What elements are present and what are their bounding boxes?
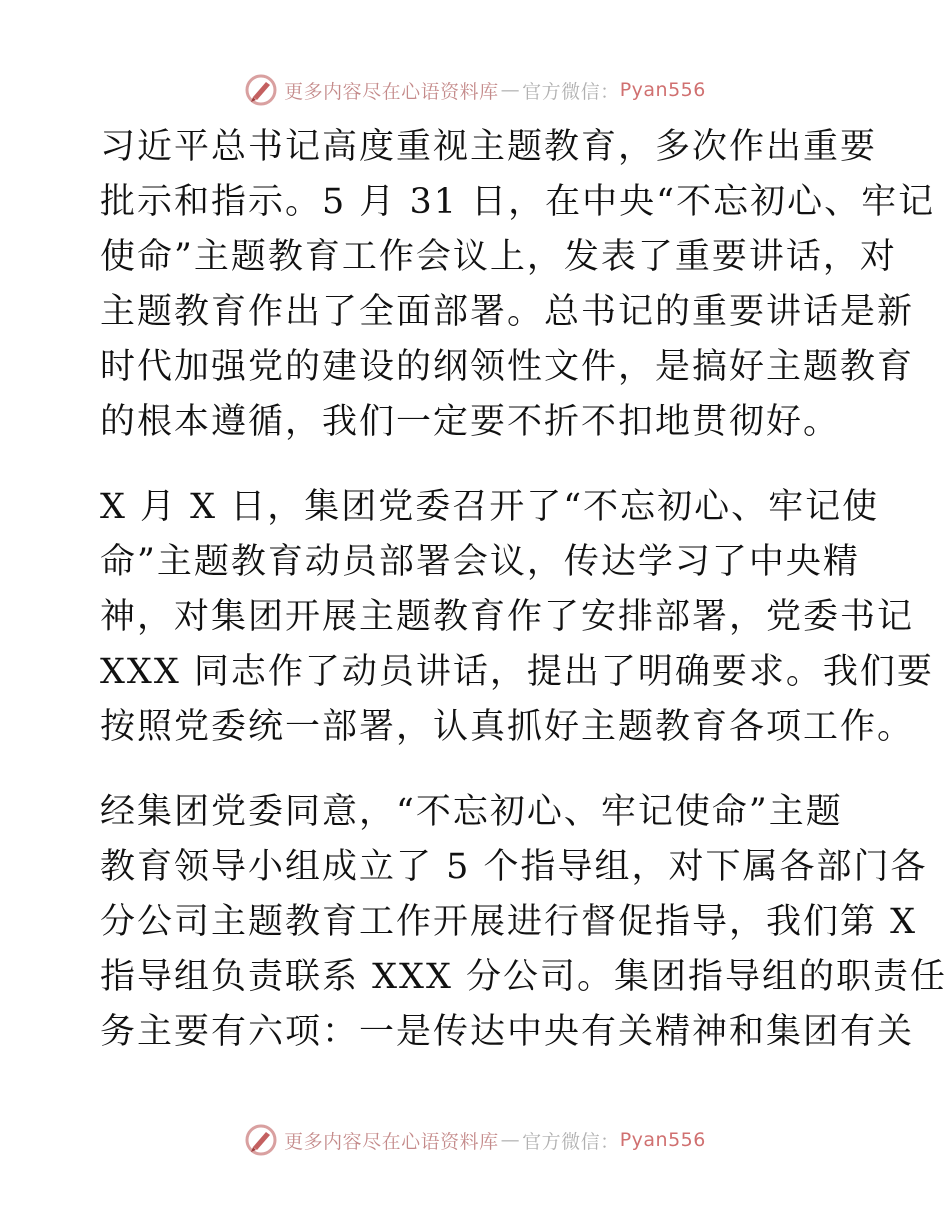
text-line: 按照党委统一部署，认真抓好主题教育各项工作。 [100,707,915,747]
watermark-id: Pyan556 [619,1129,706,1151]
text-line: 命”主题教育动员部署会议，传达学习了中央精 [100,542,860,582]
text-line: 教育领导小组成立了 5 个指导组，对下属各部门各 [100,847,928,887]
text-line: 经集团党委同意，“不忘初心、牢记使命”主题 [100,792,843,832]
document-body [100,120,948,1060]
text-line: X 月 X 日，集团党委召开了“不忘初心、牢记使 [100,487,880,527]
watermark-id: Pyan556 [619,79,706,101]
text-line: 使命”主题教育工作会议上，发表了重要讲话，对 [100,237,897,277]
text-line: XXX 同志作了动员讲话，提出了明确要求。我们要 [100,652,934,692]
text-line: 主题教育作出了全面部署。总书记的重要讲话是新 [100,292,915,332]
watermark-main-text: 更多内容尽在心语资料库 [284,80,499,103]
text-line: 神，对集团开展主题教育作了安排部署，党委书记 [100,597,915,637]
paragraph-3 [100,785,948,1060]
text-line: 务主要有六项：一是传达中央有关精神和集团有关 [100,1012,915,1052]
watermark-logo-icon [244,1123,278,1157]
text-line: 的根本遵循，我们一定要不折不扣地贯彻好。 [100,402,841,442]
footer-watermark [0,1120,950,1160]
watermark-separator: — [500,79,521,101]
watermark-label: 官方微信： [522,1130,620,1153]
text-line: 习近平总书记高度重视主题教育，多次作出重要 [100,127,878,167]
paragraph-1 [100,120,936,450]
watermark-separator: — [500,1129,521,1151]
header-watermark [0,70,950,110]
text-line: 批示和指示。5 月 31 日，在中央“不忘初心、牢记 [100,182,936,222]
watermark-main-text: 更多内容尽在心语资料库 [284,1130,499,1153]
text-line: 时代加强党的建设的纲领性文件，是搞好主题教育 [100,347,915,387]
text-line: 分公司主题教育工作开展进行督促指导，我们第 X [100,902,918,942]
paragraph-2 [100,480,934,755]
watermark-logo-icon [244,73,278,107]
text-line: 指导组负责联系 XXX 分公司。集团指导组的职责任 [100,957,948,997]
watermark-label: 官方微信： [522,80,620,103]
